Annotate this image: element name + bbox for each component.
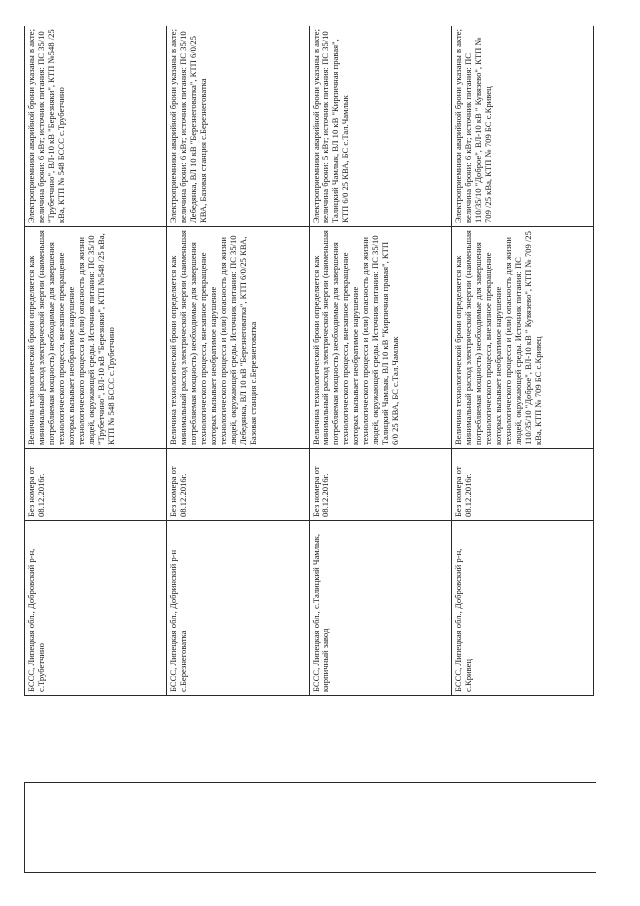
power-reserve-table (24, 26, 594, 696)
site-cell: БССС, Липецкая обл., Добровский р-н, с.Трубетчино (25, 521, 167, 696)
site-cell: БССС, Липецкая обл., Добровский р-н, с.Кривец (451, 521, 593, 696)
number-cell: Без номера от 08.12.2016г. (309, 449, 451, 521)
description-cell: Величина технологической брони определяется как минимальный расход электрической энергии (наименьшая потребляемая мощность) необходимые для завершения технологического процесса, внезапное прекращение которых вызывает необратимое нарушение технологического процесса и (или) опасность для жизни людей, окружающей среды. Источник питания: ПС 35/10 Талицкий Чамлык, ВЛ 10 кВ "Кирпичная правая", КТП 6/0 25 КВА, БС с.Тал.Чамлык (309, 227, 451, 449)
act-cell: Электроприемники аварийной брони указаны в акте; величина брони: 6 кВт; источник питания: ПС 110/35/10 "Доброе", ВЛ-10 кВ " Кувязево", КТП № 709 /25 кВа, КТП № 709 БС с.Кривец (451, 26, 593, 227)
description-cell: Величина технологической брони определяется как минимальный расход электрической энергии (наименьшая потребляемая мощность) необходимые для завершения технологического процесса, внезапное прекращение которых вызывает необратимое нарушение технологического процесса и (или) опасность для жизни людей, окружающей среды. Источник питания: ПС 110/35/10 "Доброе", ВЛ-10 кВ " Кувязево", КТП № 709 /25 кВа, КТП № 709 БС с.Кривец (451, 227, 593, 449)
table-row (167, 26, 309, 696)
divider-line-lower (24, 872, 596, 873)
number-cell: Без номера от 08.12.2016г. (451, 449, 593, 521)
table-viewport (24, 26, 594, 696)
description-cell: Величина технологической брони определяется как минимальный расход электрической энергии (наименьшая потребляемая мощность) необходимые для завершения технологического процесса, внезапное прекращение которых вызывает необратимое нарушение технологического процесса и (или) опасность для жизни людей, окружающей среды. Источник питания: ПС 35/10 Лебедянка, ВЛ 10 кВ "Березнеговатка", КТП 6/0/25 КВА, Базовая станция с.Березнеговатка (167, 227, 309, 449)
number-cell: Без номера от 08.12.2016г. (25, 449, 167, 521)
table-row (309, 26, 451, 696)
divider-edge-left (24, 782, 25, 872)
description-cell: Величина технологической брони определяется как минимальный расход электрической энергии (наименьшая потребляемая мощность) необходимые для завершения технологического процесса, внезапное прекращение которых вызывает необратимое нарушение технологического процесса и (или) опасность для жизни людей, окружающей среды. Источник питания: ПС 35/10 "Трубетчино", ВЛ-10 кВ "Березняки", КТП №548 /25 кВа, КТП № 548 БССС с.Трубетчино (25, 227, 167, 449)
table-row (451, 26, 593, 696)
act-cell: Электроприемники аварийной брони указаны в акте; величина брони: 6 кВт; источник питания: ПС 35/10 Лебедянка, ВЛ 10 кВ "Березнеговатка", КТП 6/0/25 КВА, Базовая станция с.Березнеговатка (167, 26, 309, 227)
site-cell: БССС, Липецкая обл., с.Талицкий Чамлык, кирпичный завод (309, 521, 451, 696)
table-row (25, 26, 167, 696)
number-cell: Без номера от 08.12.2016г. (167, 449, 309, 521)
rotated-table-container (24, 26, 594, 696)
act-cell: Электроприемники аварийной брони указаны в акте; величина брони: 5 кВт; источник питания: ПС 35/10 Талицкий Чамлык, ВЛ 10 кВ "Кирпичная правая", КТП 6/0 25 КВА, БС с.Тал.Чамлык (309, 26, 451, 227)
divider-line-upper (24, 782, 596, 783)
site-cell: БССС, Липецкая обл., Добринский р-н с.Березнеговатка (167, 521, 309, 696)
act-cell: Электроприемники аварийной брони указаны в акте; величина брони: 6 кВт; источник питания: ПС 35/10 "Трубетчино", ВЛ-10 кВ "Березняки", КТП №548 /25 кВа, КТП № 548 БССС с.Трубетчино (25, 26, 167, 227)
